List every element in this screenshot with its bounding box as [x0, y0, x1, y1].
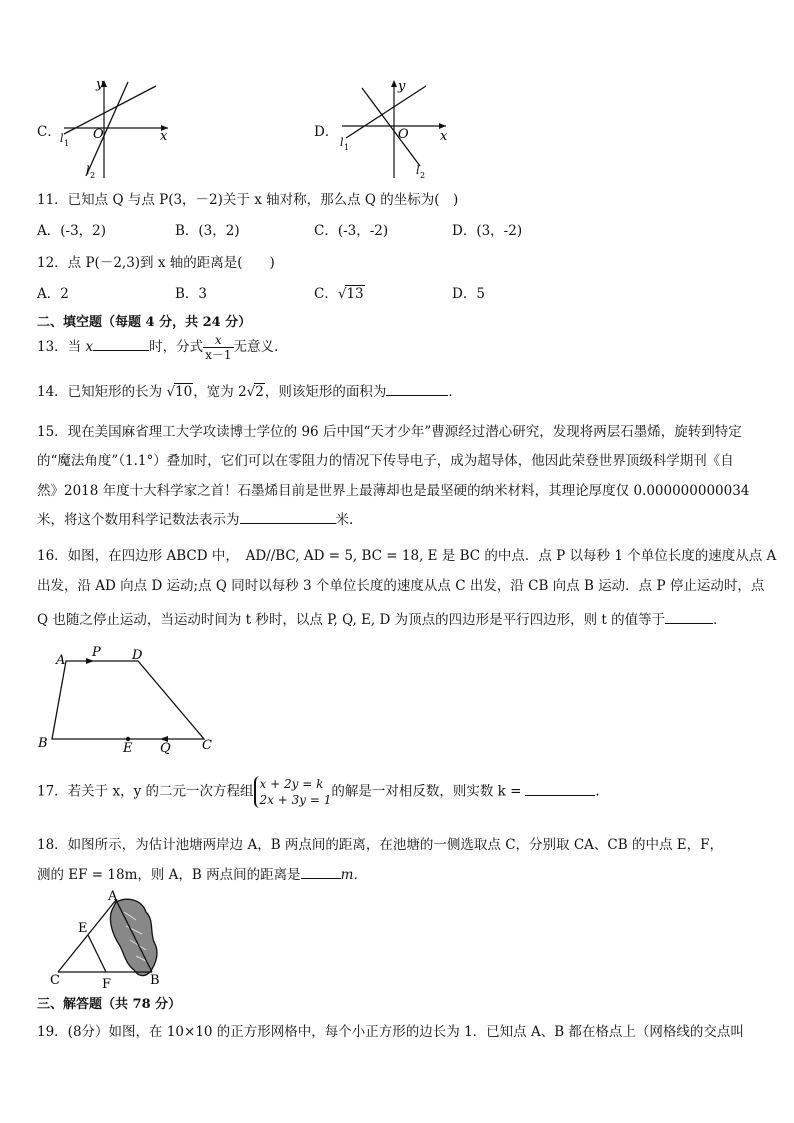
- question-19: 19．(8分）如图，在 10×10 的正方形网格中，每个小正方形的边长为 1．已知点 A、B 都在格点上（网格线的交点叫: [37, 1024, 744, 1040]
- graph-c-origin: O: [93, 127, 104, 142]
- graph-c-l2: l: [86, 164, 90, 177]
- q12-option-a: A．2: [37, 286, 69, 302]
- fig16-label-a: A: [56, 653, 66, 668]
- fig16-label-b: B: [38, 736, 48, 751]
- section-2-heading: 二、填空题（每题 4 分，共 24 分）: [37, 315, 252, 330]
- q16-blank[interactable]: [665, 611, 713, 624]
- question-16-line-2: 出发，沿 AD 向点 D 运动;点 Q 同时以每秒 3 个单位长度的速度从点 C 出发，沿 CB 向点 B 运动．点 P 停止运动时，点: [37, 578, 765, 594]
- q18-blank[interactable]: [301, 866, 341, 879]
- graph-d-y: y: [398, 79, 406, 94]
- question-18-line-2: 测的 EF = 18m，则 A，B 两点间的距离是 m．: [37, 867, 367, 883]
- question-13: 13．当 x 时，分式 $\frac{x}{x-1}$ 无意义.: [37, 333, 279, 362]
- fig18-label-b: B: [150, 973, 160, 988]
- fig16-label-e: E: [123, 741, 133, 756]
- fig16-label-c: C: [202, 738, 212, 753]
- graph-d-x: x: [440, 129, 448, 144]
- section-3-heading: 三、解答题（共 78 分）: [37, 997, 182, 1012]
- fig16-label-d: D: [132, 648, 143, 663]
- q17-equation-system: x + 2y = k 2x + 3y = 1: [254, 776, 332, 808]
- graph-c: [56, 76, 176, 181]
- question-15-line-1: 15．现在美国麻省理工大学攻读博士学位的 96 后中国“天才少年”曹源经过潜心研究，发现将两层石墨烯，旋转到特定: [37, 424, 742, 440]
- graph-c-l1: l: [60, 132, 64, 145]
- fig16-label-q: Q: [160, 741, 171, 756]
- q15-blank[interactable]: [240, 511, 336, 524]
- q17-blank[interactable]: [525, 783, 595, 796]
- graph-c-l1-sub: 1: [64, 139, 70, 148]
- graph-d-l1: l: [340, 136, 344, 149]
- q11-option-c: C．(-3，-2): [314, 223, 389, 239]
- q11-option-d: D．(3，-2): [452, 223, 523, 239]
- figure-18-pond: [46, 890, 176, 990]
- graph-c-y: y: [96, 77, 104, 92]
- fig16-label-p: P: [92, 645, 101, 660]
- figure-16-trapezoid: [36, 644, 226, 756]
- fig18-label-e: E: [78, 921, 88, 936]
- q12-option-d: D．5: [452, 286, 485, 302]
- fig18-label-f: F: [102, 977, 112, 990]
- q13-blank[interactable]: [93, 338, 149, 351]
- q14-blank[interactable]: [386, 383, 448, 396]
- graph-d-l2-sub: 2: [420, 171, 426, 180]
- question-15-line-2: 的“魔法角度”（1.1°）叠加时，它们可以在零阻力的情况下传导电子，成为超导体，他因此荣登世界顶级科学期刊《自: [37, 453, 734, 469]
- option-c-label: C．: [37, 124, 61, 140]
- q12-option-c: C．√13: [314, 286, 364, 302]
- q11-option-b: B．(3，2): [175, 223, 240, 239]
- question-17: 17．若关于 x，y 的二元一次方程组 x + 2y = k 2x + 3y = 1 的解是一对相反数，则实数 k = .: [37, 777, 600, 807]
- question-11: 11．已知点 Q 与点 P(3，－2)关于 x 轴对称，那么点 Q 的坐标为( ): [37, 192, 459, 208]
- graph-c-l2-sub: 2: [90, 171, 96, 180]
- option-d-label: D．: [314, 124, 339, 140]
- q12-sqrt: 13: [346, 286, 364, 302]
- q12-option-b: B．3: [175, 286, 208, 302]
- fig18-label-a: A: [108, 890, 118, 904]
- question-16-line-3: Q 也随之停止运动，当运动时间为 t 秒时，以点 P, Q, E, D 为顶点的四边形是平行四边形，则 t 的值等于 ．: [37, 612, 727, 628]
- question-15-line-3: 然》2018 年度十大科学家之首！石墨烯目前是世界上最薄却也是最坚硬的纳米材料，其理论厚度仅 0.000000000034: [37, 483, 750, 499]
- graph-d-l1-sub: 1: [344, 143, 350, 152]
- graph-c-x: x: [160, 129, 168, 144]
- question-15-line-4: 米，将这个数用科学记数法表示为 米.: [37, 512, 354, 528]
- question-14: 14．已知矩形的长为 √10，宽为 2√2，则该矩形的面积为 ．: [37, 384, 462, 400]
- q11-option-a: A．(-3，2): [37, 223, 107, 239]
- graph-d-origin: O: [398, 127, 409, 142]
- graph-d: [334, 76, 454, 181]
- fig18-label-c: C: [50, 973, 60, 988]
- question-16-line-1: 16．如图，在四边形 ABCD 中， AD//BC, AD = 5, BC = 18, E 是 BC 的中点．点 P 以每秒 1 个单位长度的速度从点 A: [37, 548, 777, 564]
- q13-fraction: $\frac{x}{x-1}$: [205, 333, 232, 362]
- question-18-line-1: 18．如图所示，为估计池塘两岸边 A，B 两点间的距离，在池塘的一侧选取点 C，分别取 CA、CB 的中点 E，F，: [37, 837, 723, 853]
- question-12: 12．点 P(－2,3)到 x 轴的距离是( ): [37, 255, 275, 271]
- graph-d-l2: l: [416, 164, 420, 177]
